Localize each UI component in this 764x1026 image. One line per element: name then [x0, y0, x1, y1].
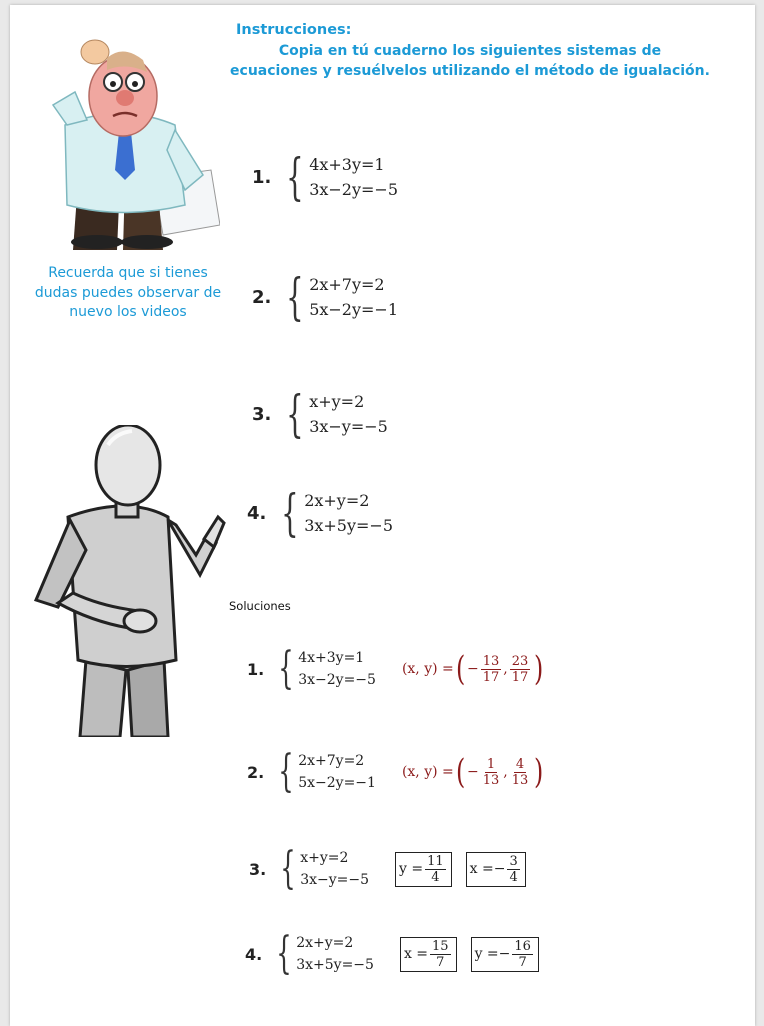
equation: 2x+y=2 [296, 935, 354, 951]
confused-man-illustration [35, 30, 220, 250]
worksheet-page [10, 5, 755, 1026]
equation: 2x+7y=2 [298, 753, 365, 769]
answer-box-y: y = − $\frac{16}{7}$ [471, 937, 539, 972]
reminder-text [28, 264, 228, 323]
system-brace: { [280, 843, 296, 894]
answer-lhs: (x, y) = [401, 661, 454, 677]
system-brace: { [286, 268, 305, 326]
equation: 3x−2y=−5 [309, 180, 399, 199]
equation: 3x−y=−5 [309, 417, 388, 436]
equation: x+y=2 [309, 392, 365, 411]
system-brace: { [278, 746, 294, 797]
system-brace: { [281, 484, 300, 542]
answer-box-x: x = − $\frac{3}{4}$ [466, 852, 526, 887]
solution-answer: (x, y) = ( − $\frac{1}{13}$ , $\frac{4}{13}$ ) [401, 752, 544, 792]
equation: 3x+5y=−5 [296, 957, 374, 973]
presenter-mannequin-illustration [28, 425, 228, 737]
instructions-text [220, 41, 720, 81]
answer-fraction-x: $\frac{13}{17}$ [482, 653, 500, 685]
instructions-line-2: ecuaciones y resuélvelos utilizando el método de igualación. [230, 63, 710, 79]
exercise-4 [247, 484, 394, 542]
exercise-1 [252, 148, 399, 206]
solution-1 [247, 643, 546, 694]
answer-fraction-y: $\frac{23}{17}$ [511, 653, 529, 685]
equation: 4x+3y=1 [298, 650, 365, 666]
equation: 5x−2y=−1 [309, 300, 399, 319]
instructions-title: Instrucciones: [236, 22, 352, 38]
exercise-3 [252, 385, 388, 443]
solution-number: 3. [249, 859, 267, 879]
answer-lhs: (x, y) = [401, 764, 454, 780]
system-brace: { [276, 928, 292, 979]
reminder-line-1: Recuerda que si tienes [48, 265, 208, 281]
exercise-number: 4. [247, 502, 267, 524]
instructions-line-1: Copia en tú cuaderno los siguientes sistemas de [278, 43, 662, 59]
exercise-number: 3. [252, 403, 272, 425]
answer-box-y: y = $\frac{11}{4}$ [395, 852, 452, 887]
exercise-number: 1. [252, 166, 272, 188]
solutions-heading: Soluciones [229, 599, 291, 613]
answer-fraction-x: $\frac{1}{13}$ [482, 756, 500, 788]
system-brace: { [278, 643, 294, 694]
answer-sign: − [467, 764, 479, 780]
solution-answer: (x, y) = ( − $\frac{13}{17}$ , $\frac{23}{17}$ ) [401, 649, 544, 689]
equation: 3x−2y=−5 [298, 672, 376, 688]
system-brace: { [286, 385, 305, 443]
exercise-number: 2. [252, 286, 272, 308]
solution-number: 2. [247, 762, 265, 782]
answer-fraction-y: $\frac{4}{13}$ [511, 756, 529, 788]
reminder-line-2: dudas puedes observar de [34, 284, 222, 301]
solution-number: 1. [247, 659, 265, 679]
exercise-2 [252, 268, 399, 326]
answer-separator: , [503, 764, 508, 780]
reminder-line-3: nuevo los videos [69, 304, 187, 320]
equation: 5x−2y=−1 [298, 775, 376, 791]
equation: x+y=2 [300, 850, 349, 866]
equation: 3x−y=−5 [300, 872, 370, 888]
answer-box-x: x = $\frac{15}{7}$ [400, 937, 457, 972]
equation: 2x+7y=2 [309, 275, 385, 294]
equation: 3x+5y=−5 [304, 516, 394, 535]
equation: 2x+y=2 [304, 491, 370, 510]
answer-sign: − [467, 661, 479, 677]
solution-number: 4. [245, 944, 263, 964]
equation: 4x+3y=1 [309, 155, 385, 174]
system-brace: { [286, 148, 305, 206]
answer-separator: , [503, 661, 508, 677]
solution-4 [245, 928, 539, 979]
solution-2 [247, 746, 546, 797]
solution-3 [249, 843, 526, 894]
